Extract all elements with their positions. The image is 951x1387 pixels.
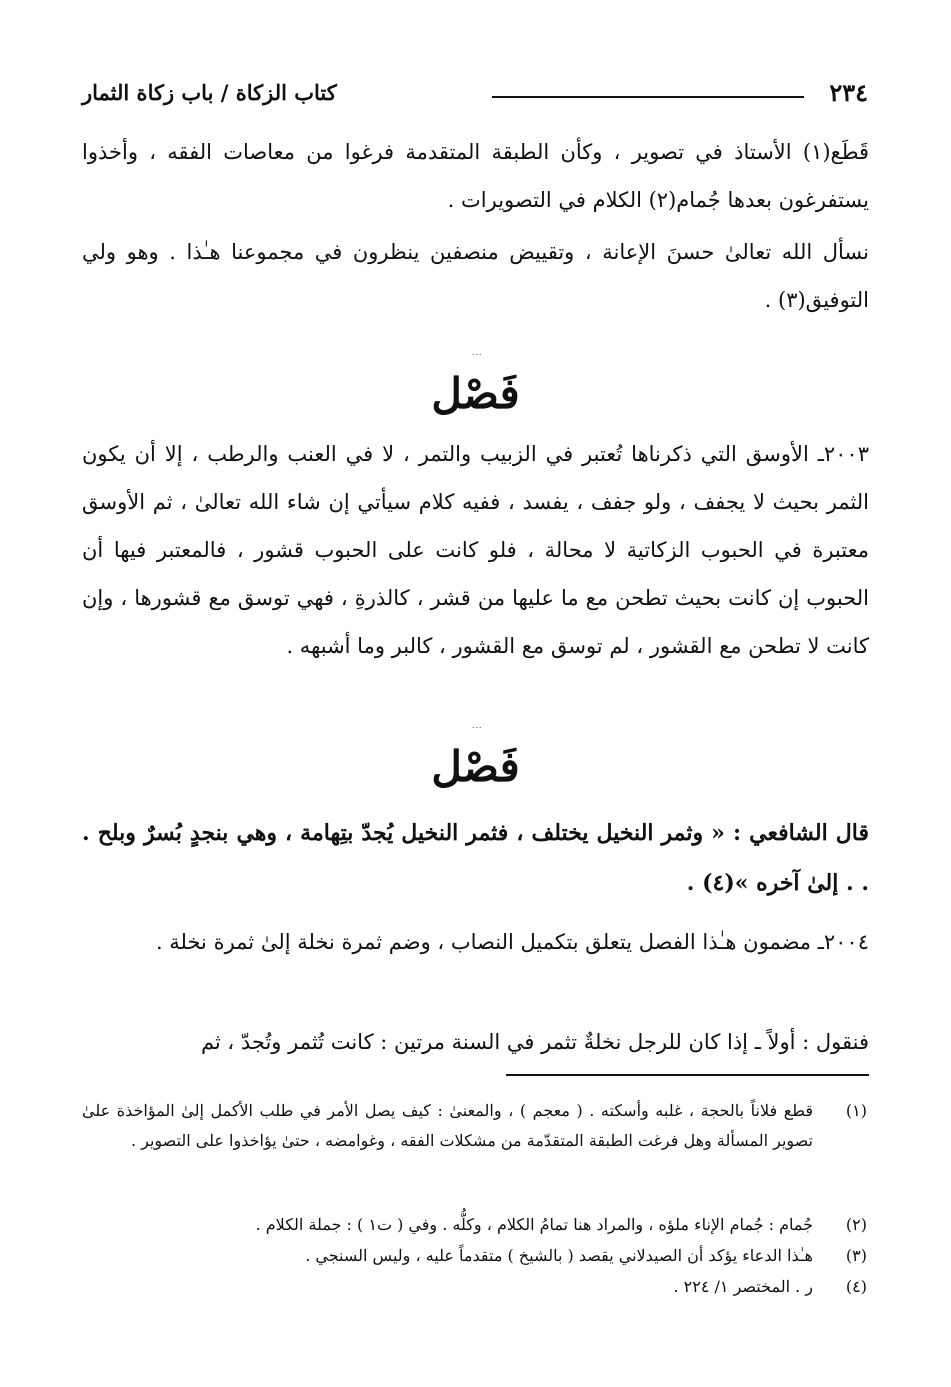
shafii-quote: قال الشافعي : « وثمر النخيل يختلف ، فثمر النخيل يُجدّ بتِهامة ، وهي بنجدٍ بُسرٌ وبلح . . . إلىٰ آخره »(٤) .: [82, 820, 869, 896]
footnote-4: [82, 1272, 867, 1302]
header-rule: [492, 96, 804, 98]
footnote-number: (١): [845, 1101, 867, 1120]
paragraph-2004: ٢٠٠٤ـ مضمون هـٰذا الفصل يتعلق بتكميل النصاب ، وضم ثمرة نخلة إلىٰ ثمرة نخلة .: [155, 930, 869, 954]
footnote-number: (٣): [845, 1246, 867, 1265]
footnote-text: قطع فلاناً بالحجة ، غلبه وأسكته . ( معجم ) ، والمعنىٰ : كيف يصل الأمر في طلب الأكمل إلىٰ المؤاخذة علىٰ تصوير المسألة وهل فرغت الطبقة المتقدّمة من مشكلات الفقه ، وغوامضه ، حتىٰ يؤاخذوا على التصوير .: [82, 1101, 814, 1150]
paragraph-continued: فنقول : أولاً ـ إذا كان للرجل نخلةٌ تثمر في السنة مرتين : كانت تُثمر وتُجدّ ، ثم: [200, 1030, 869, 1054]
paragraph-2003: ٢٠٠٣ـ الأوسق التي ذكرناها تُعتبر في الزبيب والتمر ، لا في العنب والرطب ، إلا أن يكون الثمر بحيث لا يجفف ، ولو جفف ، يفسد ، ففيه كلام سيأتي إن شاء الله تعالىٰ ، ثم الأوسق معتبرة في الحبوب الزكاتية لا محالة ، فلو كانت على الحبوب قشور ، فالمعتبر فيها أن الحبوب إن كانت بحيث تطحن مع ما عليها من قشر ، كالذرةِ ، فهي توسق مع قشورها ، وإن كانت لا تطحن مع القشور ، لم توسق مع القشور ، كالبر وما أشبهه .: [82, 442, 869, 658]
paragraph-1: قَطَع(١) الأستاذ في تصوير ، وكأن الطبقة المتقدمة فرغوا من معاصات الفقه ، وأخذوا يستفرغون بعدها جُمام(٢) الكلام في التصويرات .: [82, 140, 869, 212]
paragraph-2: نسأل الله تعالىٰ حسنَ الإعانة ، وتقييض منصفين ينظرون في مجموعنا هـٰذا . وهو ولي التوفيق(٣) .: [82, 240, 869, 312]
page-header: [82, 72, 868, 112]
section-heading-1: [0, 355, 951, 418]
footnote-number: (٢): [845, 1215, 867, 1234]
footnote-number: (٤): [845, 1277, 867, 1296]
heading-ornament: ۛ ۛ ۛ: [472, 727, 479, 743]
footnote-1: [82, 1096, 867, 1156]
heading-ornament: ۛ ۛ ۛ: [472, 354, 479, 370]
footnote-text: جُمام : جُمام الإناء ملؤه ، والمراد هنا تمامُ الكلام ، وكلُّه . وفي ( ت١ ) : جملة الكلام .: [255, 1215, 813, 1234]
footnote-rule: [506, 1074, 869, 1076]
page-number: ٢٣٤: [829, 78, 868, 107]
running-title: كتاب الزكاة / باب زكاة الثمار: [82, 80, 337, 105]
section-heading-2: [0, 728, 951, 791]
footnote-2: [82, 1210, 867, 1240]
section-heading-text: فَصْل: [431, 742, 520, 791]
section-heading-text: فَصْل: [431, 369, 520, 418]
footnote-3: [82, 1241, 867, 1271]
footnote-text: هـٰذا الدعاء يؤكد أن الصيدلاني يقصد ( بالشيخ ) متقدماً عليه ، وليس السنجي .: [305, 1246, 813, 1265]
footnote-text: ر . المختصر ١/ ٢٢٤ .: [673, 1277, 813, 1296]
